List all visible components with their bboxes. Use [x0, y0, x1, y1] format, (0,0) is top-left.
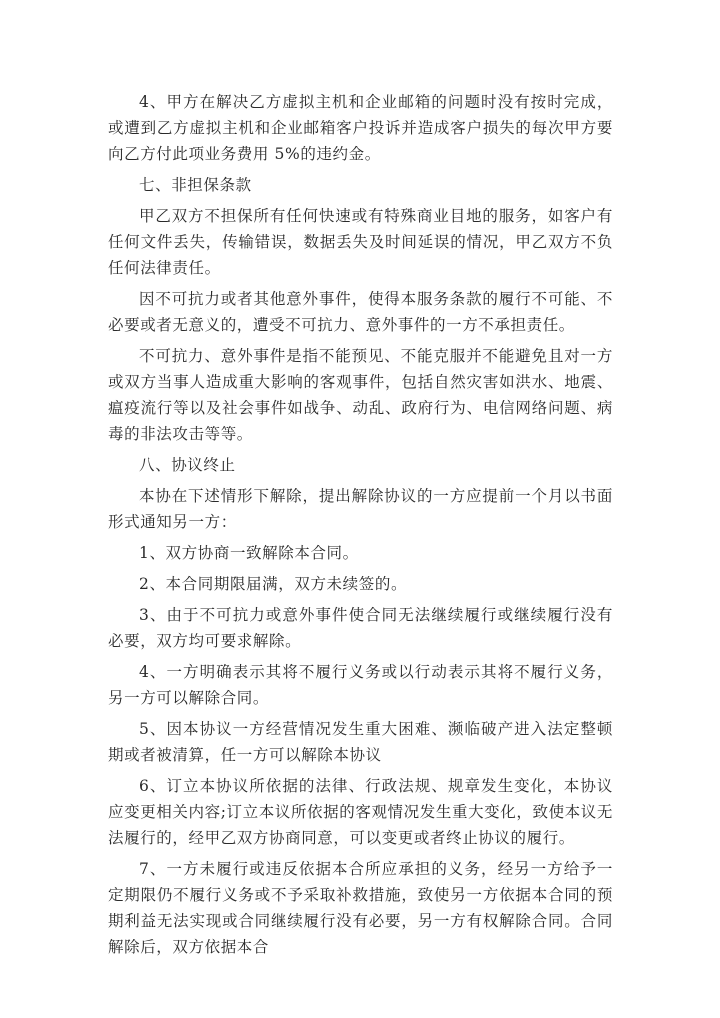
list-item-termination-6: 6、订立本协议所依据的法律、行政法规、规章发生变化，本协议应变更相关内容;订立本议所依据的客观情况发生重大变化，致使本议无法履行的，经甲乙双方协商同意，可以变更或者终止协议的履行。 [108, 777, 613, 847]
list-item-termination-7: 7、一方未履行或违反依据本合所应承担的义务，经另一方给予一定期限仍不履行义务或不予采取补救措施，致使另一方依据本合同的预期利益无法实现或合同继续履行没有必要，另一方有权解除合同。合同解除后，双方依据本合 [108, 860, 613, 956]
paragraph-non-guarantee: 甲乙双方不担保所有任何快速或有特殊商业目地的服务，如客户有任何文件丢失，传输错误，数据丢失及时间延误的情况，甲乙双方不负任何法律责任。 [108, 207, 613, 277]
list-item-termination-3: 3、由于不可抗力或意外事件使合同无法继续履行或继续履行没有必要，双方均可要求解除。 [108, 606, 613, 650]
paragraph-force-majeure-definition: 不可抗力、意外事件是指不能预见、不能克服并不能避免且对一方或双方当事人造成重大影响的客观事件，包括自然灾害如洪水、地震、瘟疫流行等以及社会事件如战争、动乱、政府行为、电信网络问题、病毒的非法攻击等等。 [108, 347, 613, 443]
paragraph-force-majeure: 因不可抗力或者其他意外事件，使得本服务条款的履行不可能、不必要或者无意义的，遭受不可抗力、意外事件的一方不承担责任。 [108, 290, 613, 334]
section-heading-non-guarantee: 七、非担保条款 [139, 176, 252, 194]
list-item-termination-2: 2、本合同期限届满，双方未续签的。 [139, 575, 408, 593]
paragraph-termination-intro: 本协在下述情形下解除，提出解除协议的一方应提前一个月以书面形式通知另一方： [108, 487, 613, 531]
document-body [108, 89, 613, 965]
list-item-termination-5: 5、因本协议一方经营情况发生重大困难、濒临破产进入法定整顿期或者被清算，任一方可以解除本协议 [108, 720, 613, 764]
list-item-termination-4: 4、一方明确表示其将不履行义务或以行动表示其将不履行义务，另一方可以解除合同。 [108, 663, 613, 707]
section-heading-termination: 八、协议终止 [139, 456, 236, 474]
list-item-termination-1: 1、双方协商一致解除本合同。 [139, 544, 359, 562]
paragraph-clause-4-penalty: 4、甲方在解决乙方虚拟主机和企业邮箱的问题时没有按时完成，或遭到乙方虚拟主机和企业邮箱客户投诉并造成客户损失的每次甲方要向乙方付此项业务费用 5%的违约金。 [108, 93, 613, 163]
